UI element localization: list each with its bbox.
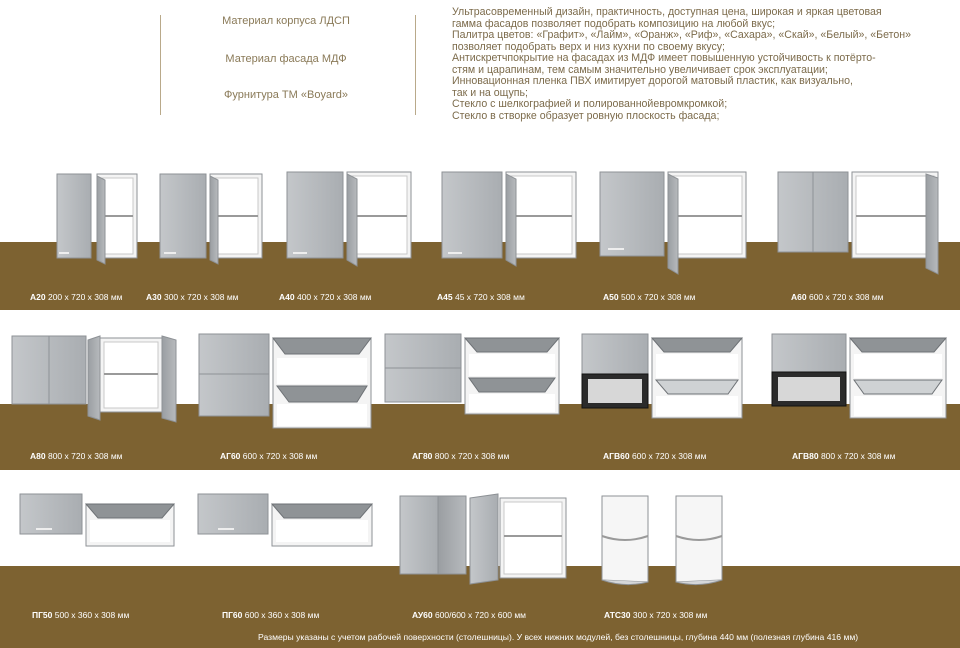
module-label: А80 800 х 720 х 308 мм: [30, 451, 123, 461]
module-label: А20 200 х 720 х 308 мм: [30, 292, 123, 302]
module-label: А50 500 х 720 х 308 мм: [603, 292, 696, 302]
description-line: Ультрасовременный дизайн, практичность, доступная цена, широкая и яркая цветовая: [452, 7, 882, 18]
module-label: А30 300 х 720 х 308 мм: [146, 292, 239, 302]
module-label: АГВ60 600 х 720 х 308 мм: [603, 451, 707, 461]
module-label: А45 45 х 720 х 308 мм: [437, 292, 525, 302]
cabinet-ats30-image: [598, 492, 734, 588]
cabinet-ag60-image: [197, 332, 377, 432]
module-label: АГ60 600 х 720 х 308 мм: [220, 451, 318, 461]
description-line: Стекло в створке образует ровную плоскость фасада;: [452, 110, 720, 122]
module-label: А40 400 х 720 х 308 мм: [279, 292, 372, 302]
product-description: [452, 7, 930, 122]
description-line: гамма фасадов позволяет подобрать композицию на любой вкус;: [452, 18, 776, 30]
footer-note: Размеры указаны с учетом рабочей поверхности (столешницы). У всех нижних модулей, без столешницы, глубина 440 мм (полезная глубина 416 мм): [258, 632, 859, 642]
module-label: ПГ60 600 х 360 х 308 мм: [222, 610, 320, 620]
module-label: АГВ80 800 х 720 х 308 мм: [792, 451, 896, 461]
module-label: АУ60 600/600 х 720 х 600 мм: [412, 610, 527, 620]
module-label: ПГ50 500 х 360 х 308 мм: [32, 610, 130, 620]
cabinet-a45-image: [440, 170, 580, 270]
module-label: А60 600 х 720 х 308 мм: [791, 292, 884, 302]
cabinet-agv80-image: [770, 332, 950, 424]
fittings: Фурнитура ТМ «Boyard»: [224, 89, 348, 101]
facade-material: Материал фасада МДФ: [225, 53, 347, 65]
description-line: Палитра цветов: «Графит», «Лайм», «Оранж», «Риф», «Сахара», «Скай», «Белый», «Бетон»: [452, 30, 912, 41]
module-label: АТС30 300 х 720 х 308 мм: [604, 610, 708, 620]
cabinet-a60-image: [776, 170, 944, 278]
description-line: стям и царапинам, тем самым значительно увеличивает срок эксплуатации;: [452, 64, 828, 76]
description-line: так и на ощупь;: [452, 87, 528, 99]
description-line: Инновационная пленка ПВХ имитирует дорогой матовый пластик, как визуально,: [452, 76, 853, 87]
cabinet-ag80-image: [383, 332, 563, 424]
description-line: Стекло с шелкографией и полированнойевромкромкой;: [452, 99, 728, 110]
cabinet-pg60-image: [196, 492, 376, 550]
description-line: Антискретчпокрытие на фасадах из МДФ имеет повышенную устойчивость к потёрто-: [452, 53, 876, 64]
cabinet-a50-image: [598, 170, 750, 278]
cabinet-a80-image: [10, 334, 186, 426]
cabinet-a20-image: [55, 172, 140, 267]
cabinet-agv60-image: [580, 332, 748, 424]
material-specs: [160, 10, 420, 110]
body-material: Материал корпуса ЛДСП: [222, 15, 350, 27]
cabinet-a30-image: [158, 172, 266, 267]
module-label: АГ80 800 х 720 х 308 мм: [412, 451, 510, 461]
cabinet-pg50-image: [18, 492, 178, 550]
cabinet-au60-image: [398, 492, 574, 588]
cabinet-a40-image: [285, 170, 415, 270]
description-line: позволяет подобрать верх и низ кухни по своему вкусу;: [452, 41, 725, 53]
